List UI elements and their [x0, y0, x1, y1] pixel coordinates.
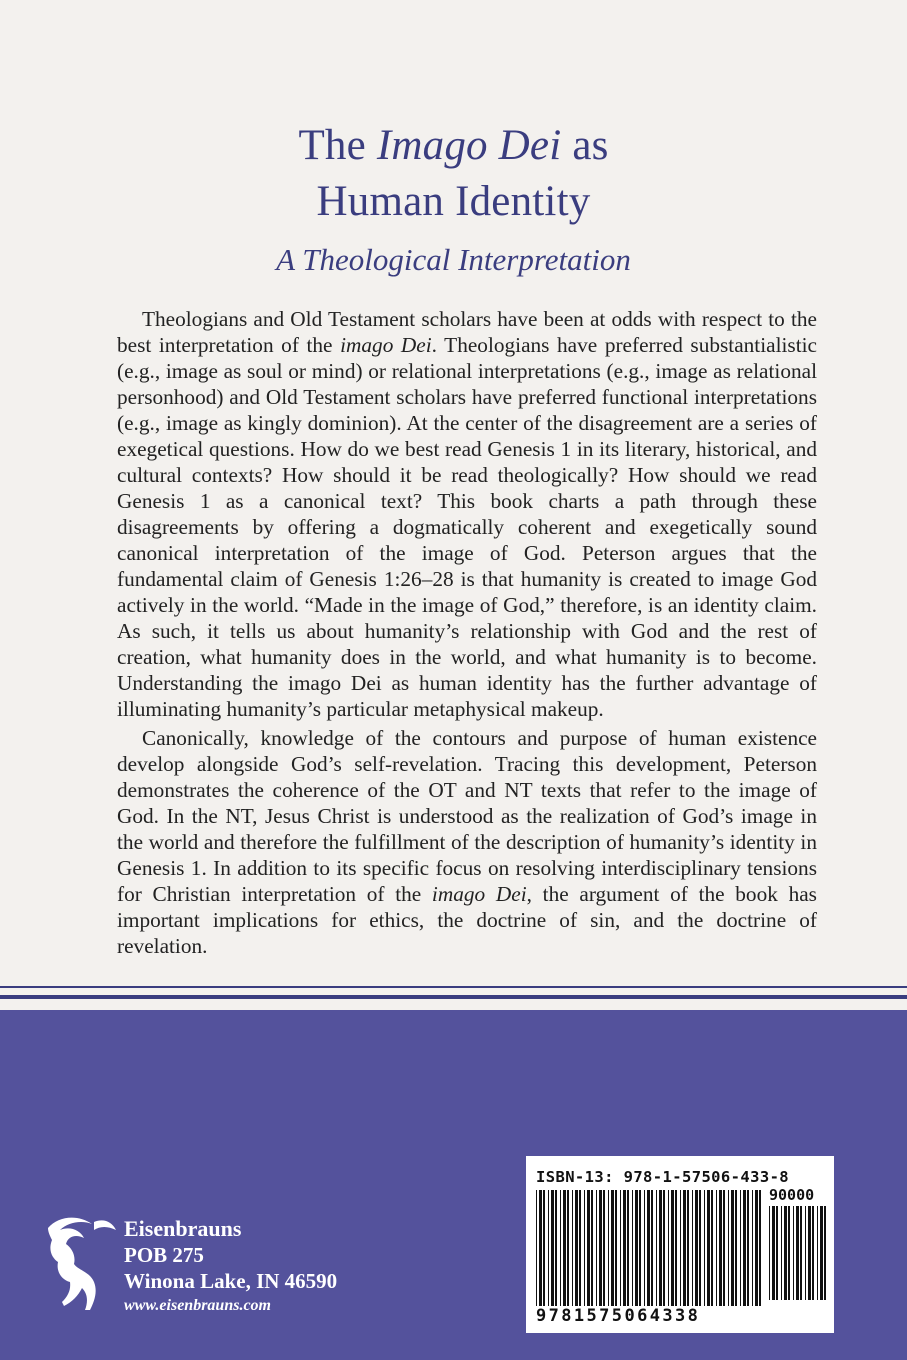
barcode-bar — [743, 1190, 746, 1306]
barcode-bar — [820, 1206, 823, 1300]
barcode-bar — [805, 1206, 806, 1300]
barcode-bar — [543, 1190, 545, 1306]
barcode-bar — [647, 1190, 650, 1306]
barcode-bar — [728, 1190, 729, 1306]
ibex-logo-icon — [38, 1210, 120, 1325]
barcode-bar — [759, 1190, 761, 1306]
book-title — [0, 118, 907, 230]
price-code: 90000 — [769, 1186, 815, 1204]
barcode-bar — [788, 1206, 790, 1300]
publisher-po-box: POB 275 — [124, 1243, 204, 1267]
barcode-bar — [560, 1190, 561, 1306]
barcode-bar — [808, 1206, 811, 1300]
barcode-bar — [572, 1190, 573, 1306]
barcode-bar — [623, 1190, 626, 1306]
barcode-bar — [723, 1190, 725, 1306]
barcode-bar — [692, 1190, 693, 1306]
ean-digits: 9781575064338 — [536, 1306, 701, 1326]
blurb-text-run: imago Dei — [431, 882, 527, 906]
barcode-bar — [584, 1190, 585, 1306]
barcode-bar — [591, 1190, 593, 1306]
ean-barcode-bars — [536, 1190, 764, 1306]
publisher-name: Eisenbrauns — [124, 1216, 242, 1241]
barcode-bar — [776, 1206, 778, 1300]
barcode-bar — [608, 1190, 609, 1306]
barcode-bar — [781, 1206, 782, 1300]
barcode-bar — [587, 1190, 590, 1306]
barcode-bar — [683, 1190, 686, 1306]
barcode-bar — [711, 1190, 713, 1306]
blurb-paragraph-1 — [117, 306, 817, 722]
barcode-bar — [656, 1190, 657, 1306]
barcode-bar — [596, 1190, 597, 1306]
barcode-bar — [620, 1190, 621, 1306]
book-subtitle: A Theological Interpretation — [276, 242, 631, 277]
barcode-bar — [699, 1190, 701, 1306]
barcode-bar — [567, 1190, 569, 1306]
barcode-bar — [675, 1190, 677, 1306]
publisher-city: Winona Lake, IN 46590 — [124, 1269, 338, 1293]
barcode-bar — [599, 1190, 602, 1306]
barcode-bar — [548, 1190, 549, 1306]
divider-rule-top — [0, 986, 907, 988]
isbn-label: ISBN-13: 978-1-57506-433-8 — [536, 1168, 790, 1186]
barcode-bar — [800, 1206, 802, 1300]
barcode-bar — [680, 1190, 681, 1306]
barcode-bar — [824, 1206, 826, 1300]
barcode-bar — [632, 1190, 633, 1306]
barcode-bar — [611, 1190, 614, 1306]
blurb-text-run: , the argument of the book has important implications for ethics, the doctrine of sin, and the doctrine of revelation. — [117, 882, 817, 958]
barcode-bar — [555, 1190, 557, 1306]
barcode-bar — [769, 1206, 770, 1300]
isbn-barcode — [526, 1156, 834, 1333]
barcode-bar — [603, 1190, 605, 1306]
barcode-bar — [575, 1190, 578, 1306]
blurb-text-run: imago Dei — [340, 333, 432, 357]
barcode-bar — [659, 1190, 662, 1306]
barcode-bar — [735, 1190, 737, 1306]
barcode-bar — [644, 1190, 645, 1306]
price-barcode-bars — [769, 1206, 827, 1300]
barcode-bar — [579, 1190, 581, 1306]
barcode-bar — [796, 1206, 799, 1300]
barcode-bar — [687, 1190, 689, 1306]
barcode-bar — [752, 1190, 753, 1306]
barcode-bar — [563, 1190, 566, 1306]
barcode-bar — [719, 1190, 722, 1306]
title-line-1: The Imago Dei as — [298, 122, 609, 169]
barcode-bar — [551, 1190, 554, 1306]
barcode-bar — [635, 1190, 638, 1306]
barcode-bar — [747, 1190, 749, 1306]
blurb-paragraph-2 — [117, 725, 817, 959]
barcode-bar — [627, 1190, 629, 1306]
barcode-bar — [615, 1190, 617, 1306]
barcode-bar — [731, 1190, 734, 1306]
blurb-text-run: Canonically, knowledge of the contours and purpose of human existence develop alongside God’s self-revelation. Tracing this development, Peterson demonstrates the coherence of the OT and NT texts that refer to the image of God. In the NT, Jesus Christ is understood as the realization of God’s image in the world and therefore the fulfillment of the description of humanity’s identity in Genesis 1. In addition to its specific focus on resolving interdisciplinary tensions for Christian interpretation of the — [117, 726, 817, 906]
blurb-text-run: . Theologians have preferred substantialistic (e.g., image as soul or mind) or relational interpretations (e.g., image as relational personhood) and Old Testament scholars have preferred functional interpretations (e.g., image as kingly dominion). At the center of the disagreement are a series of exegetical questions. How do we best read Genesis 1 in its literary, historical, and cultural contexts? How should it be read theologically? How should we read Genesis 1 as a canonical text? This book charts a path through these disagreements by offering a dogmatically coherent and exegetically sound canonical interpretation of the image of God. Peterson argues that the fundamental claim of Genesis 1:26–28 is that humanity is created to image God actively in the world. “Made in the image of God,” therefore, is an identity claim. As such, it tells us about humanity’s relationship with God and the rest of creation, what humanity does in the world, and what humanity is to become. Understanding the imago Dei as human identity has the further advantage of illuminating humanity’s particular metaphysical makeup. — [117, 333, 817, 721]
publisher-info — [124, 1216, 337, 1318]
barcode-bar — [663, 1190, 665, 1306]
blurb-text-run: Theologians and Old Testament scholars have been at odds with respect to the best interpretation of the — [117, 307, 817, 357]
barcode-bar — [668, 1190, 669, 1306]
publisher-url[interactable]: www.eisenbrauns.com — [124, 1297, 271, 1314]
divider-rule-bottom — [0, 995, 907, 999]
barcode-bar — [707, 1190, 710, 1306]
barcode-bar — [716, 1190, 717, 1306]
title-line-2: Human Identity — [316, 178, 591, 225]
barcode-bar — [536, 1190, 537, 1306]
barcode-bar — [817, 1206, 818, 1300]
barcode-bar — [772, 1206, 775, 1300]
barcode-bar — [671, 1190, 674, 1306]
barcode-bar — [740, 1190, 741, 1306]
barcode-bar — [639, 1190, 641, 1306]
barcode-bar — [704, 1190, 705, 1306]
blurb — [117, 306, 817, 959]
barcode-bar — [812, 1206, 814, 1300]
barcode-bar — [651, 1190, 653, 1306]
barcode-bar — [784, 1206, 787, 1300]
barcode-bar — [539, 1190, 542, 1306]
barcode-bar — [755, 1190, 758, 1306]
barcode-bar — [793, 1206, 794, 1300]
barcode-bar — [695, 1190, 698, 1306]
